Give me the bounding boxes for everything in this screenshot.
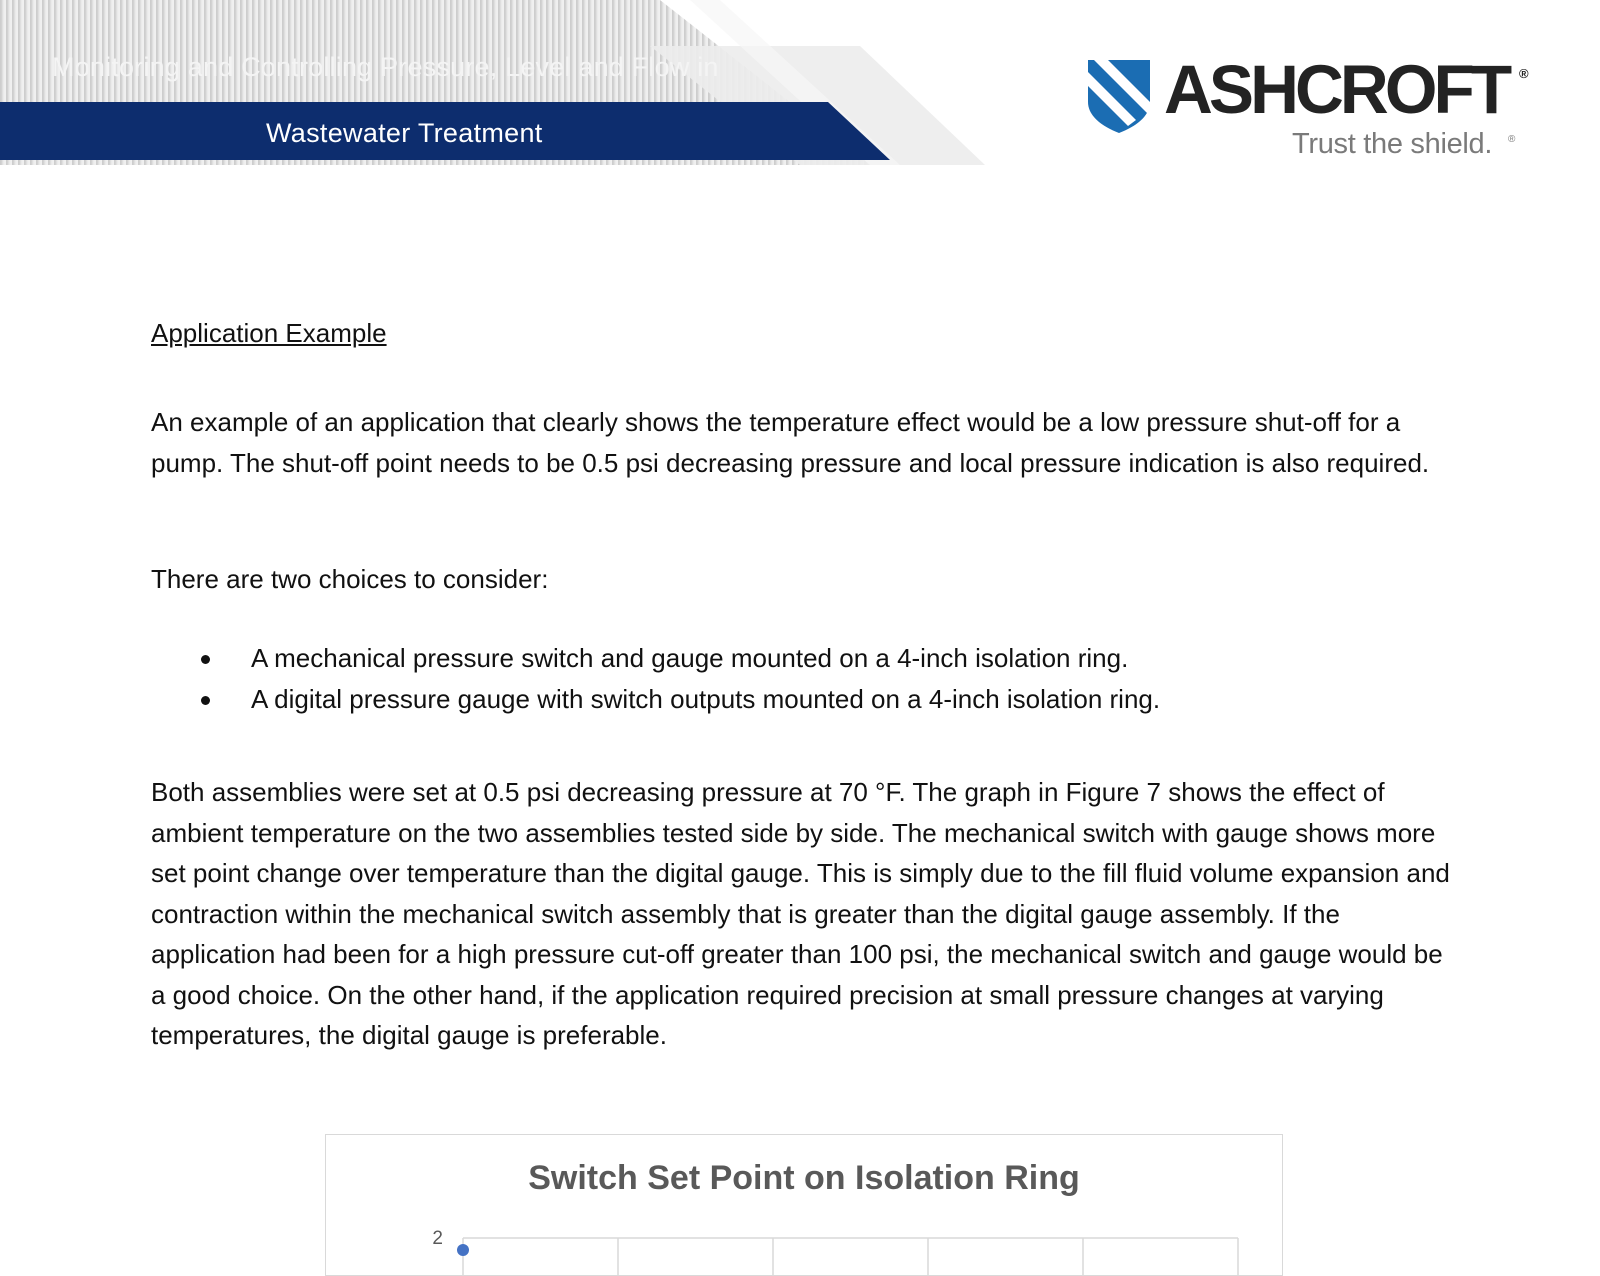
document-body: [151, 318, 1461, 1050]
choices-list: [151, 638, 1160, 720]
chart-container: [325, 1134, 1283, 1276]
shield-icon: [1086, 58, 1152, 134]
document-header: [0, 0, 1600, 170]
list-item-text: A digital pressure gauge with switch outputs mounted on a 4-inch isolation ring.: [251, 684, 1161, 714]
section-heading: Application Example: [151, 318, 387, 348]
banner-subtitle: Wastewater Treatment: [266, 118, 543, 148]
logo-registered-mark: ®: [1519, 66, 1529, 81]
list-item: [151, 638, 1160, 679]
chart-plot: [326, 1135, 1282, 1275]
paragraph-choices: There are two choices to consider:: [151, 564, 549, 594]
list-item-text: A mechanical pressure switch and gauge mounted on a 4-inch isolation ring.: [251, 643, 1129, 673]
paragraph-intro: An example of an application that clearly shows the temperature effect would be a low pressure shut-off for a pump. The shut-off point needs to be 0.5 psi decreasing pressure and local pressure indication is also required.: [151, 407, 1430, 478]
chart-y-tick-label: 2: [432, 1228, 443, 1249]
ashcroft-logo: [1086, 51, 1536, 166]
bullet-icon: [201, 655, 210, 664]
logo-tagline: Trust the shield.: [1292, 128, 1493, 160]
paragraph-results: Both assemblies were set at 0.5 psi decreasing pressure at 70 °F. The graph in Figure 7 shows the effect of ambient temperature on the two assemblies tested side by side. The mechanical switch with gauge shows more set point change over temperature than the digital gauge. This is simply due to the fill fluid volume expansion and contraction within the mechanical switch assembly that is greater than the digital gauge assembly. If the application had been for a high pressure cut-off greater than 100 psi, the mechanical switch and gauge would be a good choice. On the other hand, if the application required precision at small pressure changes at varying temperatures, the digital gauge is preferable.: [151, 777, 1450, 1050]
logo-wordmark: ASHCROFT: [1164, 51, 1509, 128]
list-item: [151, 679, 1160, 720]
chart-point: [457, 1244, 469, 1256]
logo-tagline-registered-mark: ®: [1508, 134, 1516, 145]
bullet-icon: [201, 696, 210, 705]
banner-title: Monitoring and Controlling Pressure, Level and Flow in: [52, 52, 719, 82]
chart-title: Switch Set Point on Isolation Ring: [528, 1159, 1080, 1197]
